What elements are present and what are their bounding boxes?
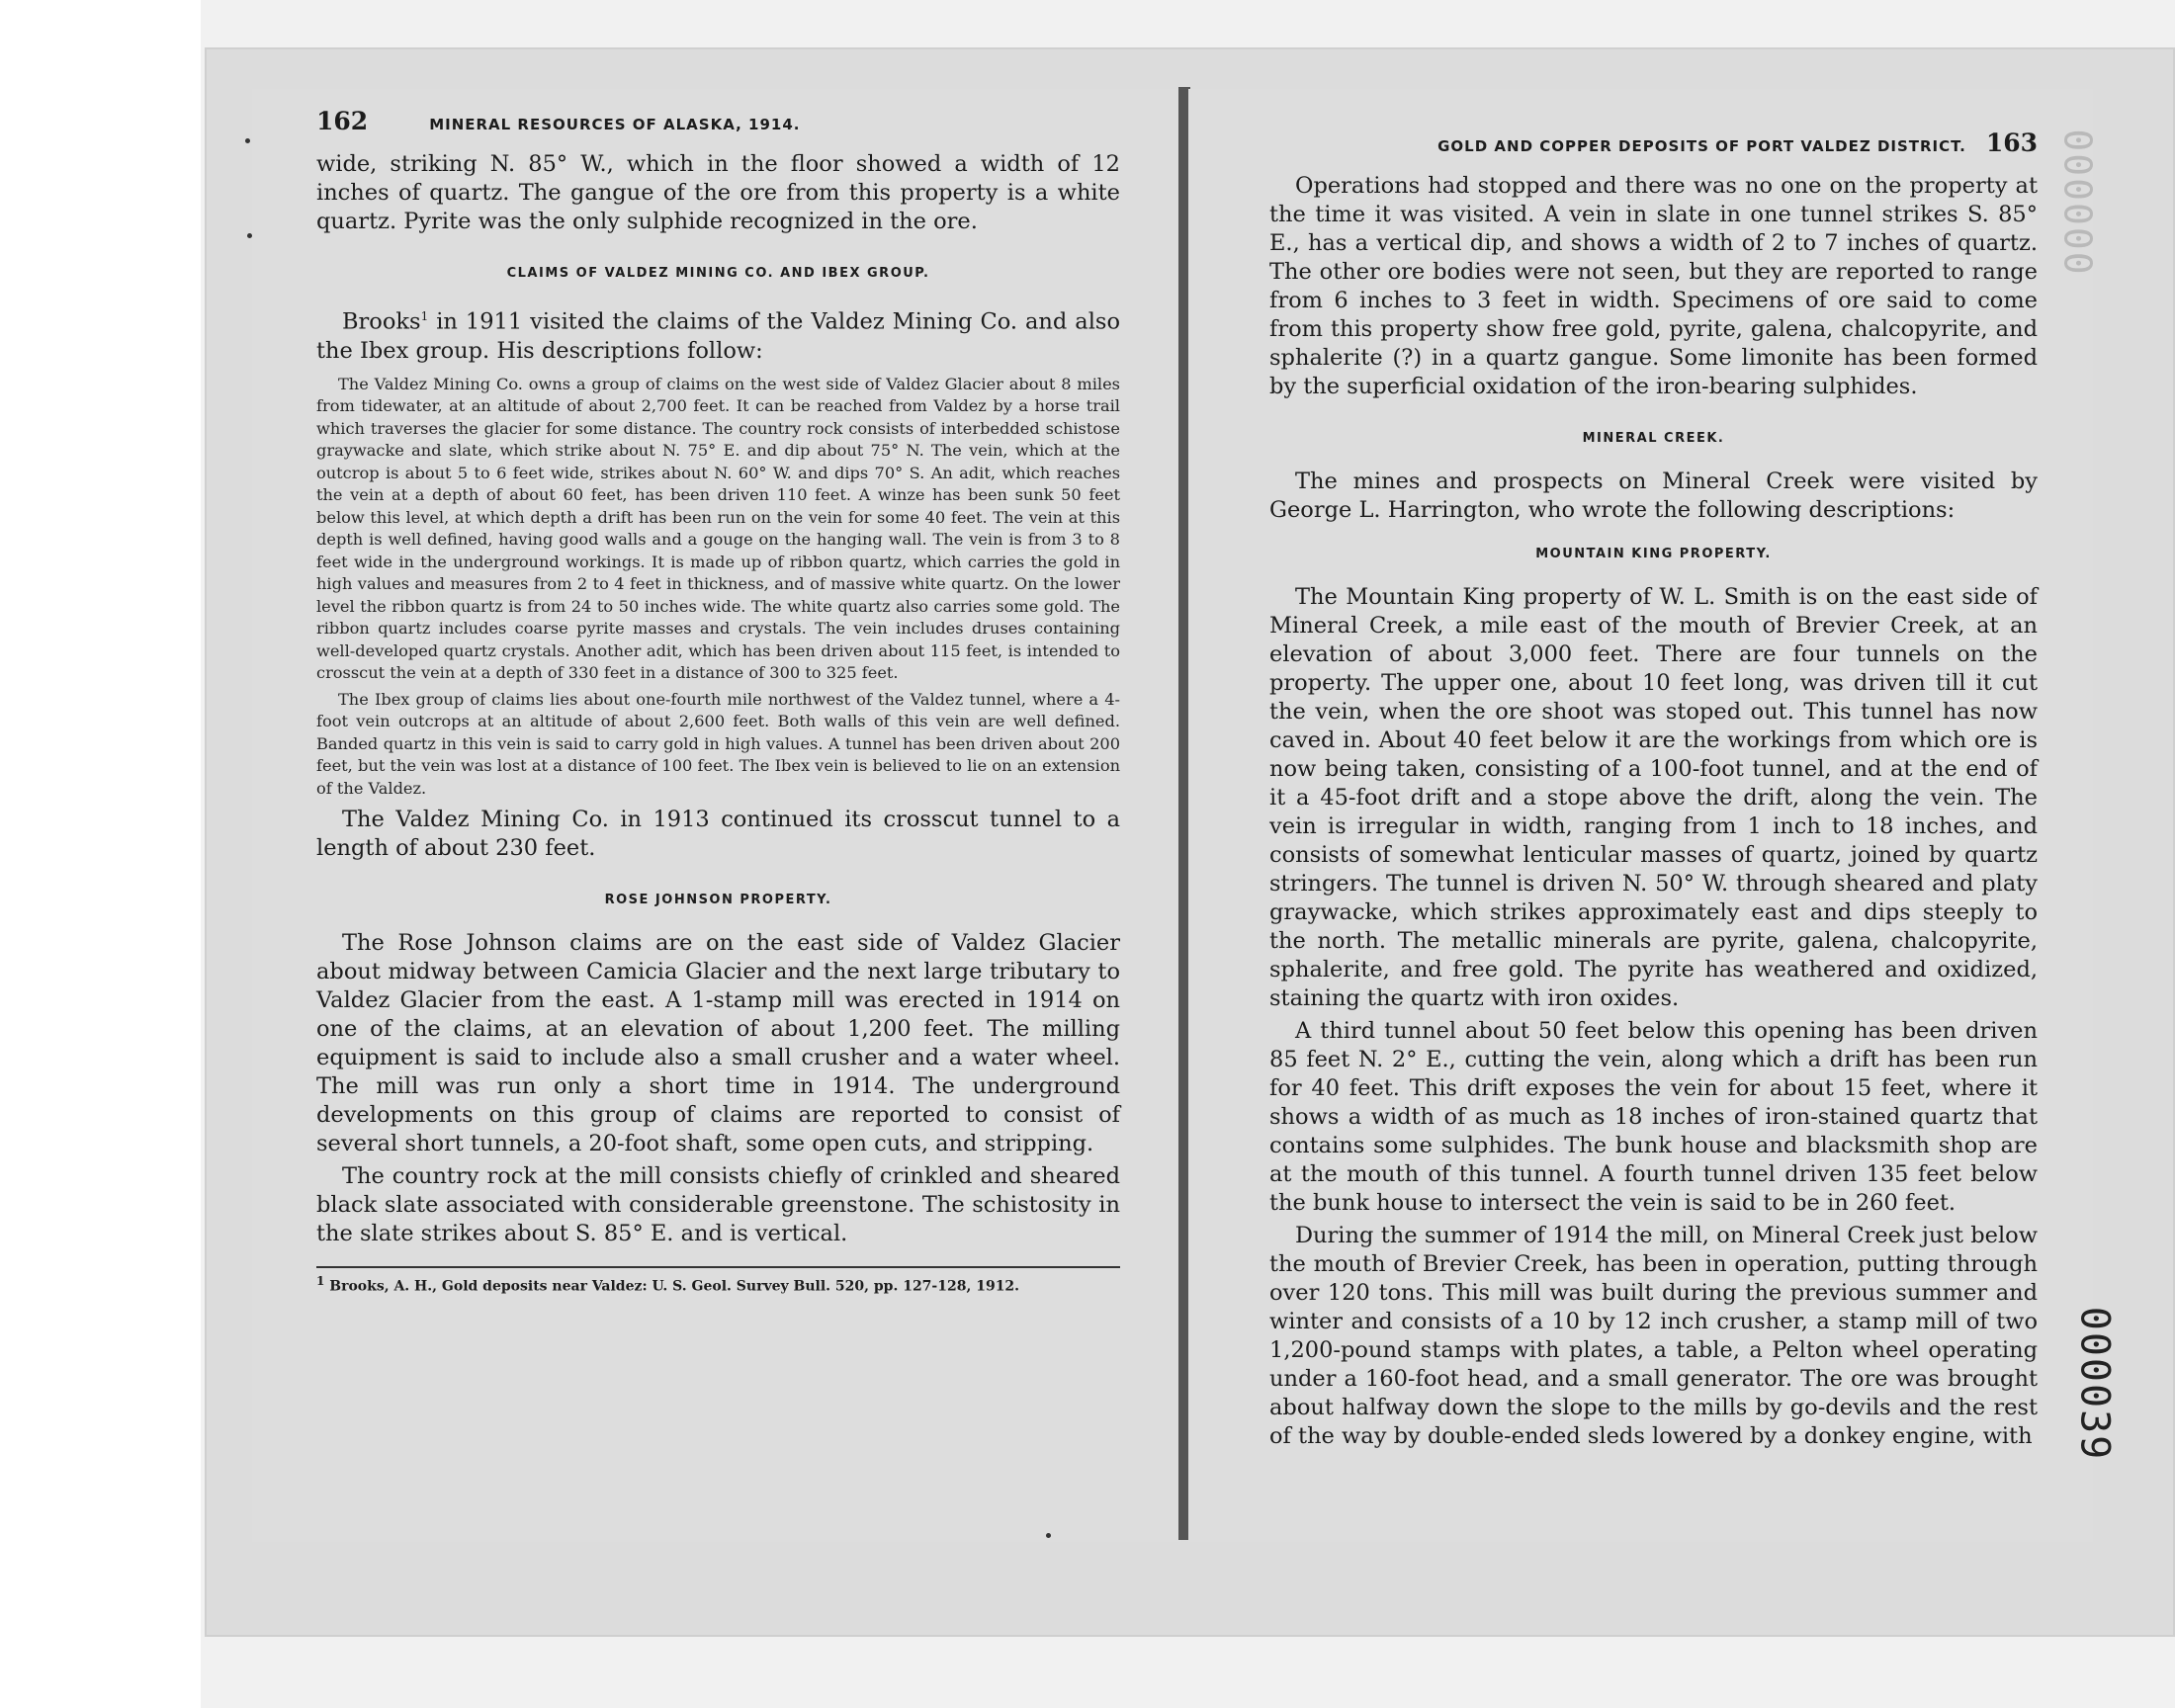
right-running-title: GOLD AND COPPER DEPOSITS OF PORT VALDEZ DISTRICT. <box>1437 137 1966 155</box>
rose-johnson-paragraph-2: The country rock at the mill consists chiefly of crinkled and sheared black slate associated with considerable greenstone. The schistosity in the slate strikes about S. 85° E. and is vertical. <box>316 1163 1120 1246</box>
faint-frame-stamp: 000000 <box>2056 128 2100 277</box>
heading-mountain-king: MOUNTAIN KING PROPERTY. <box>1535 547 1772 561</box>
scan-speck <box>1046 1533 1051 1538</box>
frame-number-stamp: 000039 <box>2071 1306 2117 1462</box>
valdez-1913-paragraph: The Valdez Mining Co. in 1913 continued its crosscut tunnel to a length of about 230 feet. <box>316 807 1120 861</box>
left-running-title: MINERAL RESOURCES OF ALASKA, 1914. <box>429 116 801 133</box>
third-tunnel-paragraph: A third tunnel about 50 feet below this opening has been driven 85 feet N. 2° E., cutting the vein, along which a drift has been run for 40 feet. This drift exposes the vein for about 15 feet, where it shows a width of as much as 18 inches of iron-stained quartz that contains some sulphides. The bunk house and blacksmith shop are at the mouth of this tunnel. A fourth tunnel driven 135 feet below the bunk house to intersect the vein is said to be in 260 feet. <box>1269 1018 2038 1216</box>
left-page <box>252 89 1181 1542</box>
operations-paragraph: Operations had stopped and there was no one on the property at the time it was visited. A vein in slate in one tunnel strikes S. 85° E., has a vertical dip, and shows a width of 2 to 7 inches of quartz. The other ore bodies were not seen, but they are reported to range from 6 inches to 3 feet in width. Specimens of ore said to come from this property show free gold, pyrite, galena, chalcopyrite, and sphalerite (?) in a quartz gangue. Some limonite has been formed by the superficial oxidation of the iron-bearing sulphides. <box>1269 173 2038 399</box>
mountain-king-paragraph: The Mountain King property of W. L. Smith is on the east side of Mineral Creek, a mile east of the mouth of Brevier Creek, at an elevation of about 3,000 feet. There are four tunnels on the property. The upper one, about 10 feet long, was driven till it cut the vein, when the ore shoot was stoped out. This tunnel has now caved in. About 40 feet below it are the workings from which ore is now being taken, consisting of a 100-foot tunnel, and at the end of it a 45-foot drift and a stope above the drift, along the vein. The vein is irregular in width, ranging from 1 inch to 18 inches, and consists of somewhat lenticular masses of quartz, joined by quartz stringers. The tunnel is driven N. 50° W. through sheared and platy graywacke, which strikes approximately east and dips steeply to the north. The metallic minerals are pyrite, galena, chalcopyrite, sphalerite, and free gold. The pyrite has weathered and oxidized, staining the quartz with iron oxides. <box>1269 584 2038 1011</box>
right-running-head <box>1269 128 2038 172</box>
scan-speck <box>247 233 252 238</box>
brooks-name: Brooks <box>342 308 421 335</box>
heading-mineral-creek: MINERAL CREEK. <box>1582 431 1725 446</box>
heading-valdez-ibex: CLAIMS OF VALDEZ MINING CO. AND IBEX GROUP. <box>506 266 930 281</box>
right-page <box>1188 89 2093 1542</box>
left-running-head <box>316 107 1120 150</box>
brooks-paragraph <box>316 302 1120 366</box>
brooks-text: in 1911 visited the claims of the Valdez Mining Co. and also the Ibex group. His descriptions follow: <box>316 308 1120 364</box>
footnote-marker: 1 <box>420 309 429 323</box>
right-page-number: 163 <box>1985 128 2038 157</box>
summer-1914-paragraph: During the summer of 1914 the mill, on Mineral Creek just below the mouth of Brevier Creek, has been in operation, putting through over 120 tons. This mill was built during the previous summer and winter and consists of a 10 by 12 inch crusher, a stamp mill of two 1,200-pound stamps with plates, a table, a Pelton wheel operating under a 160-foot head, and a small generator. The ore was brought about halfway down the slope to the mills by go-devils and the rest of the way by double-ended sleds lowered by a donkey engine, with <box>1269 1223 2038 1449</box>
quote-ibex-group: The Ibex group of claims lies about one-fourth mile northwest of the Valdez tunnel, where a 4-foot vein outcrops at an altitude of about 2,600 feet. Both walls of this vein are well defined. Banded quartz in this vein is said to carry gold in high values. A tunnel has been driven about 200 feet, but the vein was lost at a distance of 100 feet. The Ibex vein is believed to lie on an extension of the Valdez. <box>316 689 1120 798</box>
quote-valdez-mining: The Valdez Mining Co. owns a group of claims on the west side of Valdez Glacier about 8 miles from tidewater, at an altitude of about 2,700 feet. It can be reached from Valdez by a horse trail which traverses the glacier for some distance. The country rock consists of interbedded schistose graywacke and slate, which strike about N. 75° E. and dip about 75° N. The vein, which at the outcrop is about 5 to 6 feet wide, strikes about N. 60° W. and dips 70° S. An adit, which reaches the vein at a depth of about 60 feet, has been driven 110 feet. A winze has been sunk 50 feet below this level, at which depth a drift has been run on the vein for some 40 feet. The vein at this depth is well defined, having good walls and a gouge on the hanging wall. The vein is from 3 to 8 feet wide in the underground workings. It is made up of ribbon quartz, which carries the gold in high values and measures from 2 to 4 feet in thickness, and of massive white quartz. On the lower level the ribbon quartz is from 24 to 50 inches wide. The white quartz also carries some gold. The ribbon quartz includes coarse pyrite masses and crystals. The vein includes druses containing well-developed quartz crystals. Another adit, which has been driven about 115 feet, is intended to crosscut the vein at a depth of 330 feet in a distance of 300 to 325 feet. <box>316 374 1120 682</box>
heading-rose-johnson: ROSE JOHNSON PROPERTY. <box>604 893 832 907</box>
mineral-creek-paragraph: The mines and prospects on Mineral Creek were visited by George L. Harrington, who wrote the following descriptions: <box>1269 469 2038 523</box>
left-intro-paragraph: wide, striking N. 85° W., which in the floor showed a width of 12 inches of quartz. The gangue of the ore from this property is a white quartz. Pyrite was the only sulphide recognized in the ore. <box>316 151 1120 234</box>
left-page-number: 162 <box>316 107 369 135</box>
footnote-number: 1 <box>316 1274 325 1288</box>
rose-johnson-paragraph-1: The Rose Johnson claims are on the east side of Valdez Glacier about midway between Camicia Glacier and the next large tributary to Valdez Glacier from the east. A 1-stamp mill was erected in 1914 on one of the claims, at an elevation of about 1,200 feet. The milling equipment is said to include also a small crusher and a water wheel. The mill was run only a short time in 1914. The underground developments on this group of claims are reported to consist of several short tunnels, a 20-foot shaft, some open cuts, and stripping. <box>316 930 1120 1156</box>
scan-speck <box>245 138 250 143</box>
footnote <box>316 1272 1120 1296</box>
footnote-divider <box>316 1266 1120 1268</box>
footnote-text: Brooks, A. H., Gold deposits near Valdez: U. S. Geol. Survey Bull. 520, pp. 127-128, 1912. <box>324 1278 1020 1295</box>
